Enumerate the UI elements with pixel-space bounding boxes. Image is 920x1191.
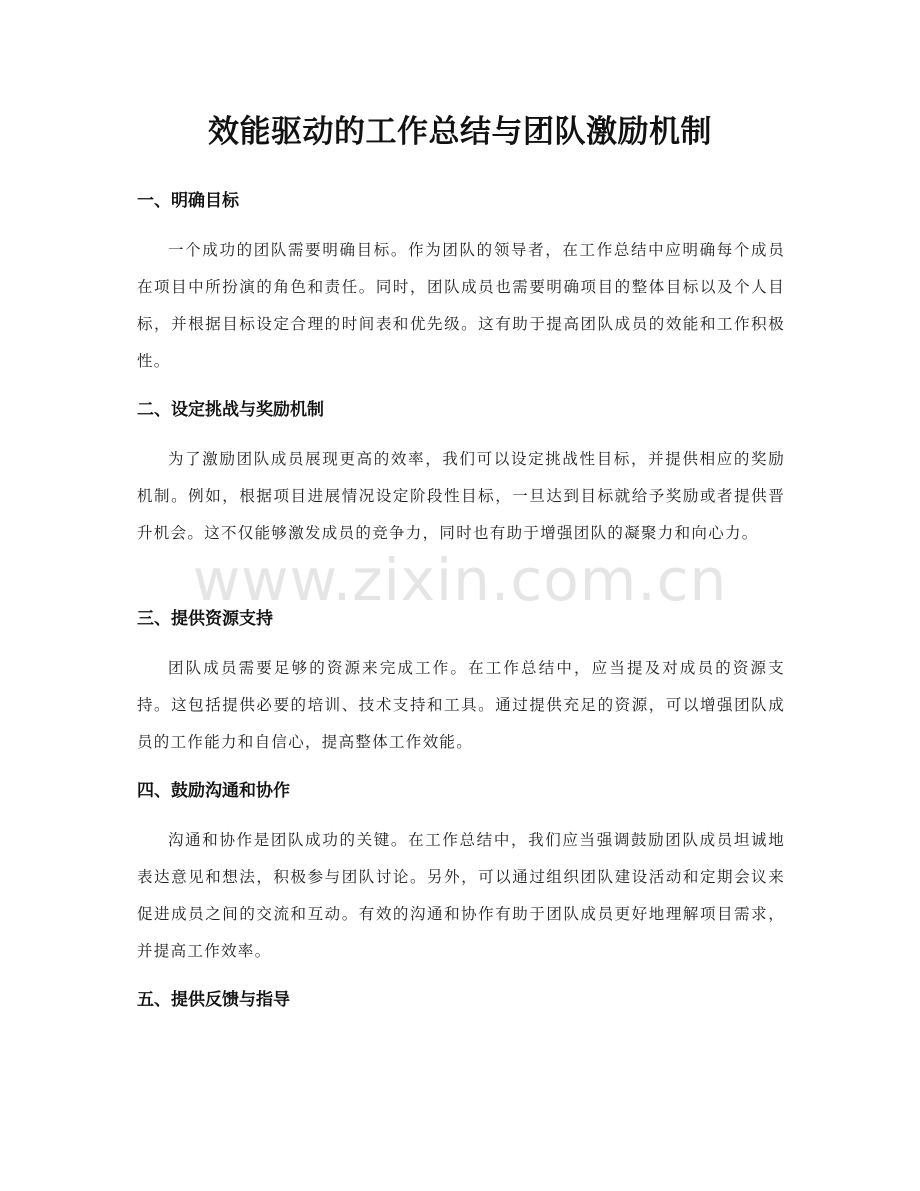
section-paragraph-4: 沟通和协作是团队成功的关键。在工作总结中，我们应当强调鼓励团队成员坦诚地表达意见和想法，积极参与团队讨论。另外，可以通过组织团队建设活动和定期会议来促进成员之间的交流和互动。有效的沟通和协作有助于团队成员更好地理解项目需求，并提高工作效率。 (137, 831, 785, 960)
section-heading-3: 三、提供资源支持 (137, 609, 273, 629)
document-title: 效能驱动的工作总结与团队激励机制 (208, 114, 712, 150)
watermark: www.zixin.com.cn (192, 546, 728, 614)
section-heading-2: 二、设定挑战与奖励机制 (137, 400, 324, 420)
section-heading-4: 四、鼓励沟通和协作 (137, 781, 290, 801)
section-paragraph-2: 为了激励团队成员展现更高的效率，我们可以设定挑战性目标，并提供相应的奖励机制。例如，根据项目进展情况设定阶段性目标，一旦达到目标就给予奖励或者提供晋升机会。这不仅能够激发成员的竞争力，同时也有助于增强团队的凝聚力和向心力。 (137, 450, 785, 542)
section-paragraph-3: 团队成员需要足够的资源来完成工作。在工作总结中，应当提及对成员的资源支持。这包括提供必要的培训、技术支持和工具。通过提供充足的资源，可以增强团队成员的工作能力和自信心，提高整体工作效能。 (137, 659, 785, 751)
section-heading-5: 五、提供反馈与指导 (137, 990, 290, 1010)
section-heading-1: 一、明确目标 (137, 191, 239, 211)
section-paragraph-1: 一个成功的团队需要明确目标。作为团队的领导者，在工作总结中应明确每个成员在项目中所扮演的角色和责任。同时，团队成员也需要明确项目的整体目标以及个人目标，并根据目标设定合理的时间表和优先级。这有助于提高团队成员的效能和工作积极性。 (137, 241, 785, 370)
